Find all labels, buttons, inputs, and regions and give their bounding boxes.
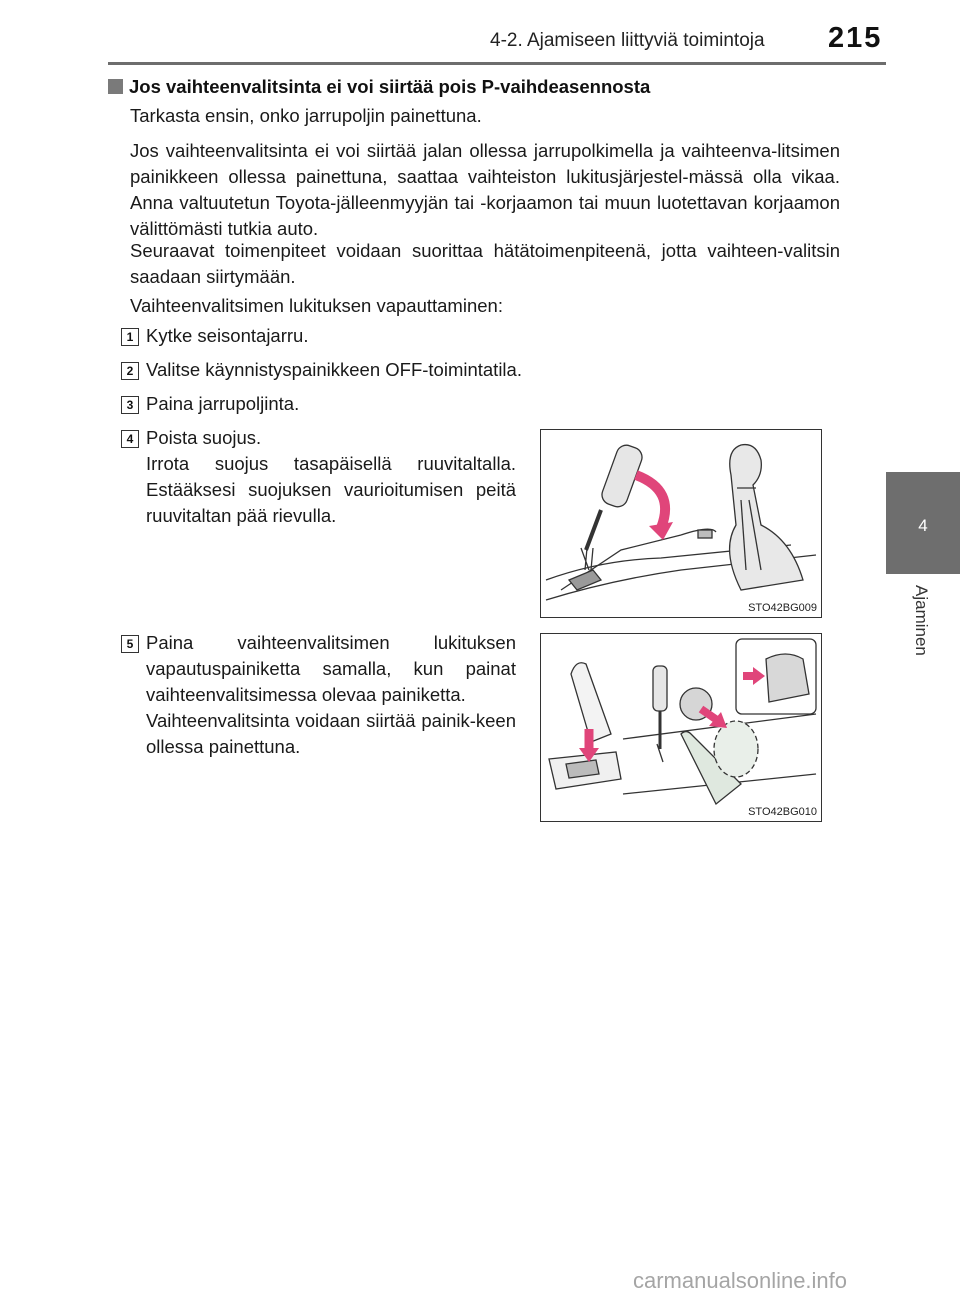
- step-number-2: 2: [121, 362, 139, 380]
- illustration-shift-lock-release: [541, 634, 821, 821]
- step-text-1: Kytke seisontajarru.: [146, 325, 309, 346]
- step-number-4: 4: [121, 430, 139, 448]
- chapter-tab: [886, 472, 960, 574]
- figure-code-2: STO42BG010: [748, 806, 817, 818]
- step-text-3: Paina jarrupoljinta.: [146, 393, 300, 414]
- step-5-detail: Vaihteenvalitsinta voidaan siirtää painik-keen ollessa painettuna.: [146, 710, 516, 757]
- step-text-5: [146, 630, 516, 760]
- step-text-2: Valitse käynnistyspainikkeen OFF-toimintatila.: [146, 359, 522, 380]
- step-number-1: 1: [121, 328, 139, 346]
- page-number: 215: [828, 22, 883, 54]
- figure-code-1: STO42BG009: [748, 602, 817, 614]
- section-heading: [108, 76, 650, 98]
- header-divider: [108, 62, 886, 65]
- section-heading-text: Jos vaihteenvalitsinta ei voi siirtää pois P-vaihdeasennosta: [129, 76, 651, 97]
- heading-square-icon: [108, 79, 123, 94]
- figure-shift-lock-release: [540, 633, 822, 822]
- paragraph-release-intro: Vaihteenvalitsimen lukituksen vapauttaminen:: [130, 295, 503, 316]
- paragraph-emergency: Seuraavat toimenpiteet voidaan suorittaa hätätoimenpiteenä, jotta vaihteen-valitsin saadaan siirtymään.: [130, 240, 840, 287]
- step-4-detail: Irrota suojus tasapäisellä ruuvitaltalla. Estääksesi suojuksen vaurioitumisen peitä ruuvitaltan pää rievulla.: [146, 453, 516, 526]
- paragraph-check-brake: Tarkasta ensin, onko jarrupoljin painettuna.: [130, 105, 482, 126]
- chapter-number: 4: [918, 516, 928, 535]
- step-text-4: [146, 425, 516, 529]
- step-4-title: Poista suojus.: [146, 427, 262, 448]
- chapter-label: Ajaminen: [912, 585, 931, 656]
- step-number-3: 3: [121, 396, 139, 414]
- illustration-remove-cover: [541, 430, 821, 617]
- step-5-title: Paina vaihteenvalitsimen lukituksen vapautuspainiketta samalla, kun painat vaihteenvalitsimessa olevaa painiketta.: [146, 632, 516, 705]
- step-number-5: 5: [121, 635, 139, 653]
- paragraph-malfunction: Jos vaihteenvalitsinta ei voi siirtää jalan ollessa jarrupolkimella ja vaihteenva-litsimen painikkeen ollessa painettuna, saattaa vaihteiston lukitusjärjestel-mässä olla vikaa. Anna valtuutetun Toyota-jälleenmyyjän tai -korjaamon tai muun luotettavan korjaamon välittömästi tutkia auto.: [130, 140, 840, 239]
- header-section-title: 4-2. Ajamiseen liittyviä toimintoja: [490, 30, 765, 51]
- footer-watermark: carmanualsonline.info: [633, 1268, 848, 1293]
- figure-remove-cover: [540, 429, 822, 618]
